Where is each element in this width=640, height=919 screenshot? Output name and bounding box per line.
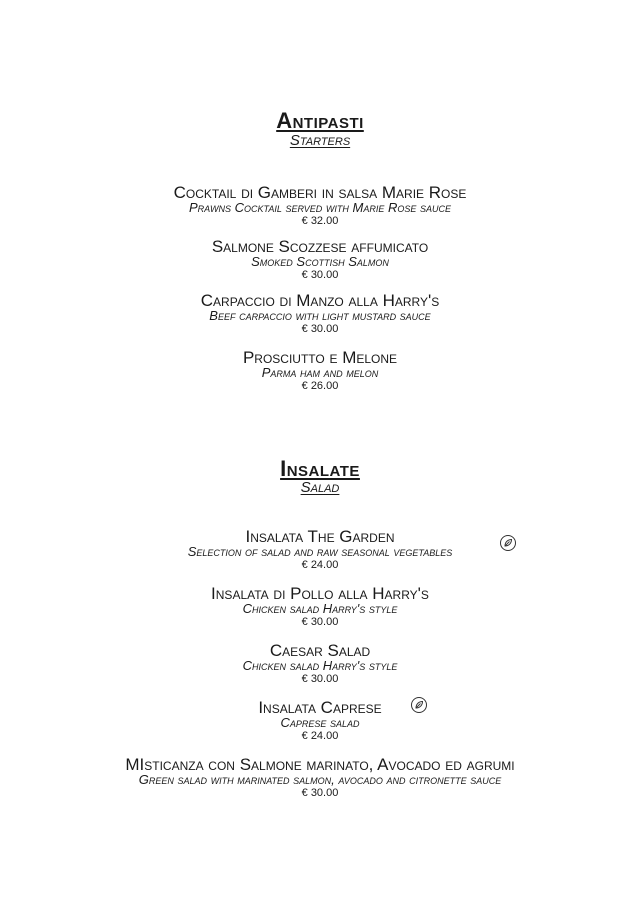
item-name: Insalata Caprese (258, 698, 382, 717)
item-price: € 24.00 (301, 730, 339, 742)
item-price: € 24.00 (301, 559, 339, 571)
section-subtitle-salad: Salad (300, 479, 340, 496)
section-title-insalate: Insalate (280, 456, 360, 481)
item-price: € 30.00 (301, 323, 339, 335)
menu-item (0, 528, 640, 572)
section-title-antipasti: Antipasti (276, 108, 364, 133)
item-description: Chicken salad Harry's style (242, 601, 398, 616)
item-description: Green salad with marinated salmon, avocado and citronette sauce (138, 772, 502, 787)
menu-item (0, 292, 640, 336)
item-price: € 30.00 (301, 787, 339, 799)
item-description: Beef carpaccio with light mustard sauce (209, 308, 431, 323)
item-price: € 30.00 (301, 673, 339, 685)
menu-item (0, 642, 640, 686)
item-name: MIsticanza con Salmone marinato, Avocado ed agrumi (125, 755, 515, 774)
menu-item (0, 238, 640, 282)
item-name: Carpaccio di Manzo alla Harry's (200, 291, 440, 310)
item-name: Insalata di Pollo alla Harry's (211, 584, 429, 603)
item-price: € 32.00 (301, 215, 339, 227)
item-name: Salmone Scozzese affumicato (211, 237, 429, 256)
section-subtitle-starters: Starters (289, 132, 351, 149)
leaf-icon (411, 697, 427, 713)
item-description: Chicken salad Harry's style (242, 658, 398, 673)
item-name: Insalata The Garden (245, 527, 395, 546)
leaf-icon (500, 535, 516, 551)
item-name: Cocktail di Gamberi in salsa Marie Rose (173, 183, 467, 202)
menu-item (0, 699, 640, 743)
item-description: Selection of salad and raw seasonal vegetables (187, 544, 453, 559)
menu-item (0, 184, 640, 228)
menu-item (0, 585, 640, 629)
item-description: Parma ham and melon (261, 365, 379, 380)
menu-item (0, 349, 640, 393)
menu-item (0, 756, 640, 800)
item-name: Caesar Salad (269, 641, 371, 660)
item-description: Caprese salad (280, 715, 360, 730)
item-price: € 26.00 (301, 380, 339, 392)
item-price: € 30.00 (301, 269, 339, 281)
item-description: Smoked Scottish Salmon (251, 254, 389, 269)
item-description: Prawns Cocktail served with Marie Rose sauce (189, 200, 451, 215)
item-price: € 30.00 (301, 616, 339, 628)
item-name: Prosciutto e Melone (242, 348, 398, 367)
